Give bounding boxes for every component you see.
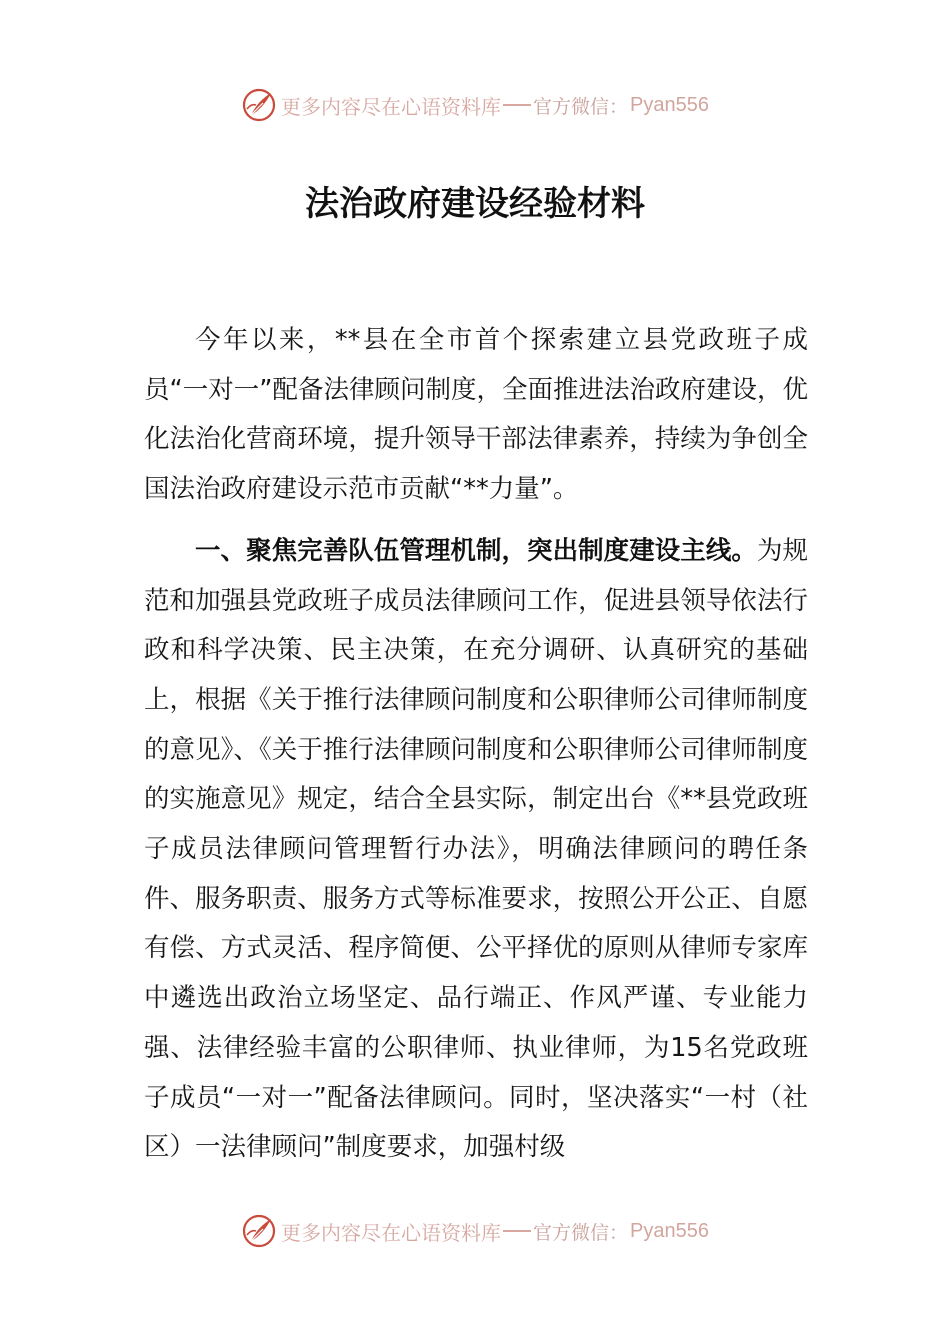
wechat-id: Pyan556 xyxy=(630,1219,709,1242)
feather-pen-logo-icon xyxy=(241,1213,277,1249)
feather-pen-logo-icon xyxy=(241,87,277,123)
banner-divider xyxy=(503,1230,531,1232)
paragraph-section-1 xyxy=(144,527,808,1173)
section-1-body: 为规范和加强县党政班子成员法律顾问工作，促进县领导依法行政和科学决策、民主决策，在充分调研、认真研究的基础上，根据《关于推行法律顾问制度和公职律师公司律师制度的意见》、《关于推行法律顾问制度和公职律师公司律师制度的实施意见》规定，结合全县实际，制定出台《**县党政班子成员法律顾问管理暂行办法》，明确法律顾问的聘任条件、服务职责、服务方式等标准要求，按照公开公正、自愿有偿、方式灵活、程序简便、公平择优的原则从律师专家库中遴选出政治立场坚定、品行端正、作风严谨、专业能力强、法律经验丰富的公职律师、执业律师，为15名党政班子成员“一对一”配备法律顾问。同时，坚决落实“一村（社区）一法律顾问”制度要求，加强村级 xyxy=(144,535,808,1163)
wechat-id: Pyan556 xyxy=(630,93,709,116)
wechat-label: 官方微信： xyxy=(533,95,629,118)
section-1-heading: 一、聚焦完善队伍管理机制，突出制度建设主线。 xyxy=(195,535,757,566)
paragraph-intro: 今年以来，**县在全市首个探索建立县党政班子成员“一对一”配备法律顾问制度，全面推进法治政府建设，优化法治化营商环境，提升领导干部法律素养，持续为争创全国法治政府建设示范市贡献“**力量”。 xyxy=(144,325,808,505)
promo-text: 更多内容尽在心语资料库 xyxy=(281,94,501,119)
footer-banner xyxy=(0,1211,950,1251)
banner-divider xyxy=(503,104,531,106)
promo-text: 更多内容尽在心语资料库 xyxy=(281,1220,501,1245)
wechat-label: 官方微信： xyxy=(533,1221,629,1244)
document-body xyxy=(144,316,808,1173)
header-banner xyxy=(0,85,950,125)
document-title: 法治政府建设经验材料 xyxy=(305,184,645,224)
